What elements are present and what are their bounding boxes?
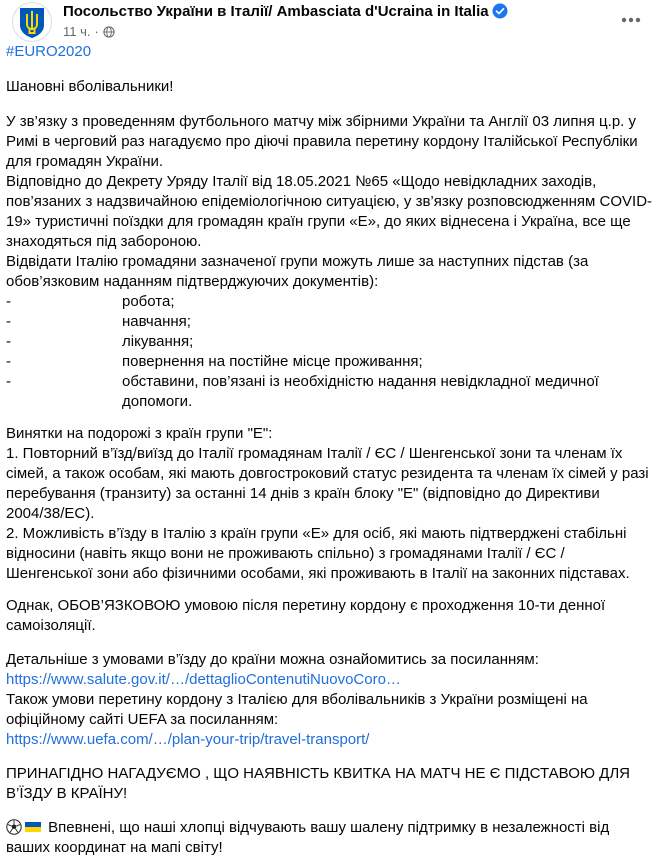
soccer-ball-icon <box>6 819 22 835</box>
paragraph-grounds: Відвідати Італію громадяни зазначеної групи можуть лише за наступних підстав (за обов’язковим наданням підтверджуючих документів): <box>6 253 589 290</box>
uefa-link[interactable]: https://www.uefa.com/…/plan-your-trip/travel-transport/ <box>6 731 370 748</box>
verified-badge-icon <box>492 3 508 19</box>
meta-separator: · <box>94 24 99 39</box>
page-name-link[interactable]: Посольство України в Італії/ Ambasciata d'Ucraina in Italia <box>63 3 508 20</box>
list-item: - навчання; <box>6 313 191 330</box>
more-options-icon <box>621 17 641 23</box>
exception-1: 1. Повторний в’їзд/виїзд до Італії громадянам Італії / ЄС / Шенгенської зони та членам їх сімей, а також особам, які мають довгостроковий статус резидента та членам їх сімей у разі перебування (транзиту) за останні 14 днів з країн блоку "Е" (відповідно до Директиви 2004/38/ЕС). <box>6 445 649 522</box>
salute-gov-link[interactable]: https://www.salute.gov.it/…/dettaglioContenutiNuovoCoro… <box>6 671 401 688</box>
post-body <box>6 42 655 858</box>
paragraph-decree: Відповідно до Декрету Уряду Італії від 18.05.2021 №65 «Щодо невідкладних заходів, пов’язаних з надзвичайною епідеміологічною ситуацією, у зв’язку розповсюдженням COVID-19» туристичні поїздки для громадян країн групи «Е», до яких віднесена і Україна, все ще знаходяться під забороною. <box>6 173 653 250</box>
more-options-button[interactable] <box>613 2 649 38</box>
grounds-list <box>6 292 655 412</box>
post-timestamp[interactable]: 11 ч. <box>63 24 91 39</box>
post-meta <box>63 24 115 39</box>
post-header <box>6 0 655 42</box>
exceptions-title: Винятки на подорожі з країн групи "Е": <box>6 425 273 442</box>
page-avatar[interactable] <box>12 2 52 42</box>
ukraine-flag-icon <box>25 819 41 835</box>
ukraine-trident-logo-icon <box>17 5 47 39</box>
list-item: - робота; <box>6 293 175 310</box>
exception-2: 2. Можливість в’їзду в Італію з країн групи «Е» для осіб, які мають підтверджені стабільні відносини (навіть якщо вони не проживають спільно) з громадянами Італії / ЄС / Шенгенської зони або фізичними особами, які проживають в Італії на законних підставах. <box>6 525 630 582</box>
paragraph-intro: У зв’язку з проведенням футбольного матчу між збірними України та Англії 03 липня ц.р. у Римі в черговий раз нагадуємо про діючі правила перетину кордону Італійської Республіки для громадян України. <box>6 113 638 170</box>
list-item: - лікування; <box>6 333 194 350</box>
list-item: - обставини, пов’язані із необхідністю надання невідкладної медичної допомоги. <box>6 373 599 410</box>
greeting: Шановні вболівальники! <box>6 78 174 95</box>
closing-line: Впевнені, що наші хлопці відчувають вашу шалену підтримку в незалежності від ваших координат на мапі світу! <box>6 819 610 856</box>
reminder: ПРИНАГІДНО НАГАДУЄМО , ЩО НАЯВНІСТЬ КВИТКА НА МАТЧ НЕ Є ПІДСТАВОЮ ДЛЯ В’ЇЗДУ В КРАЇНУ! <box>6 765 631 802</box>
list-item: - повернення на постійне місце проживання; <box>6 353 423 370</box>
uefa-intro: Також умови перетину кордону з Італією для вболівальників з України розміщені на офіційному сайті UEFA за посиланням: <box>6 691 588 728</box>
quarantine-notice: Однак, ОБОВ’ЯЗКОВОЮ умовою після перетину кордону є проходження 10-ти денної самоізоляції. <box>6 597 606 634</box>
hashtag-euro2020[interactable]: #EURO2020 <box>6 43 92 60</box>
globe-icon[interactable] <box>103 26 115 38</box>
details-intro: Детальніше з умовами в’їзду до країни можна ознайомитись за посиланням: <box>6 651 539 668</box>
